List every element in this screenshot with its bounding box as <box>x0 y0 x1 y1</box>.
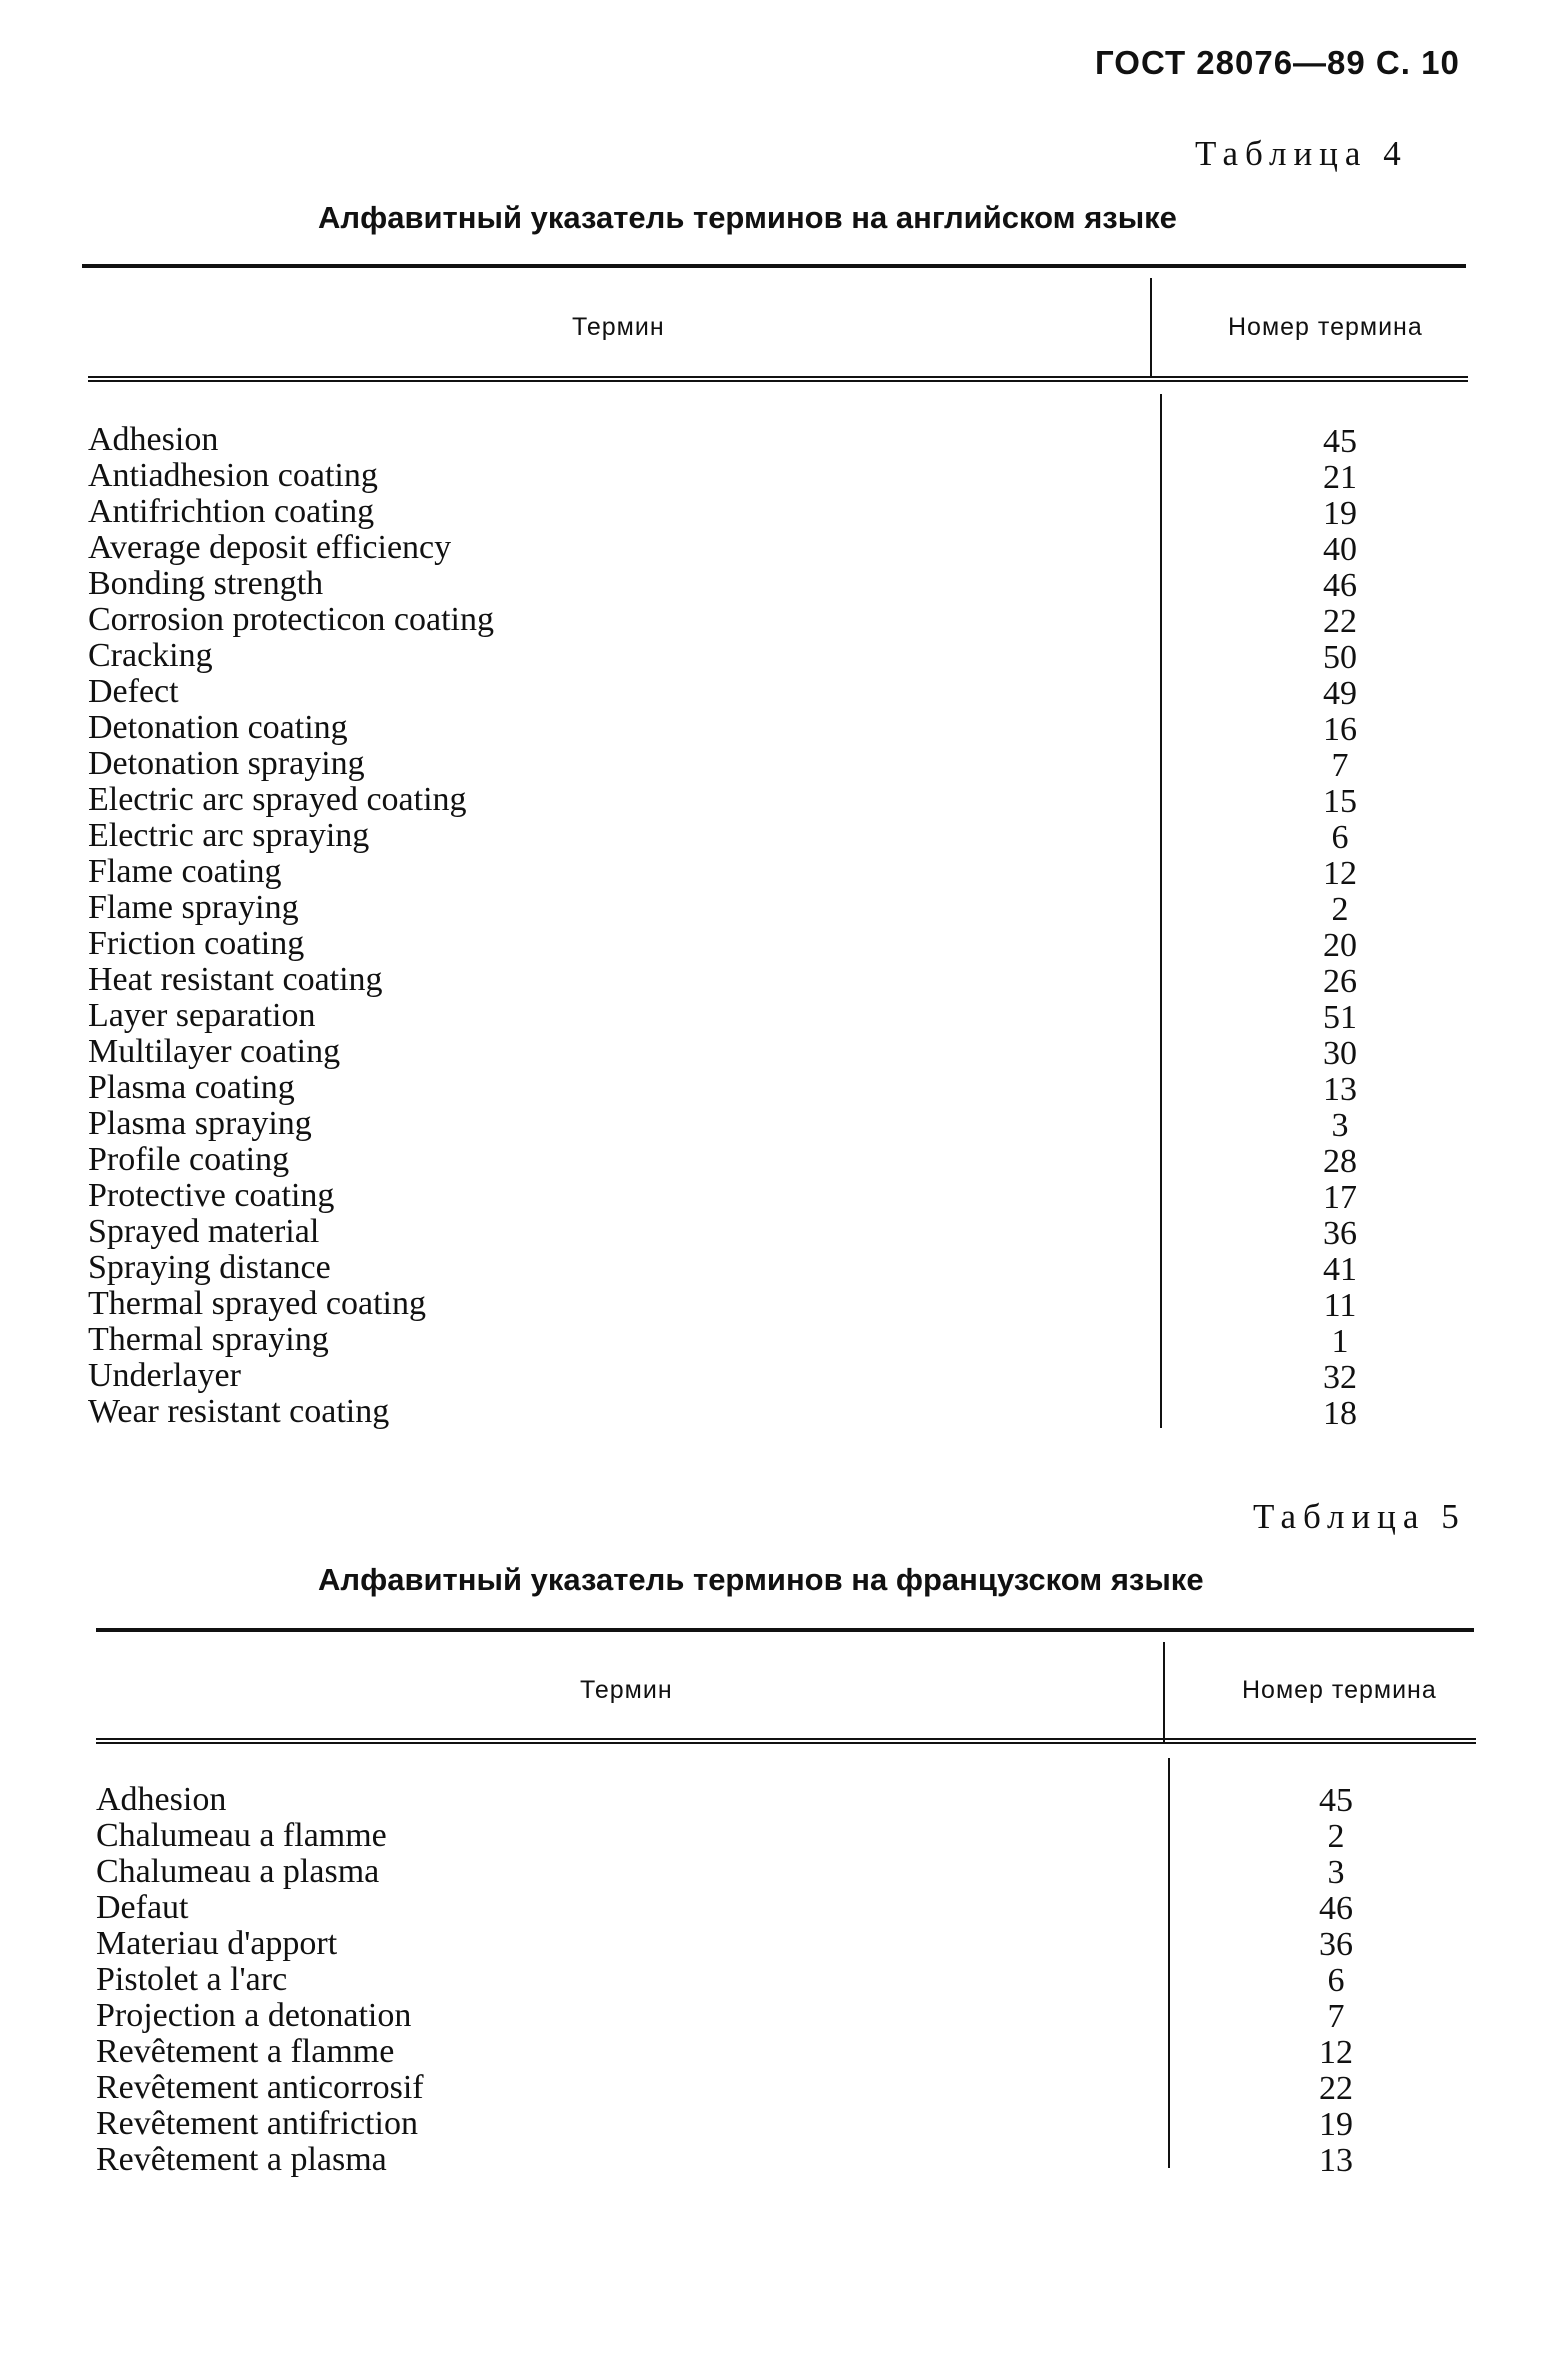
table-4-col-term: Термин <box>572 313 665 341</box>
term-number-cell: 1 <box>1331 1323 1349 1360</box>
term-number-cell: 41 <box>1323 1251 1357 1288</box>
table-5-title: Алфавитный указатель терминов на французском языке <box>318 1562 1204 1597</box>
term-number-cell: 49 <box>1323 675 1357 712</box>
term-number-cell: 45 <box>1323 423 1357 460</box>
table-5-terms <box>96 1782 424 2178</box>
term-cell: Revêtement a plasma <box>96 2141 387 2178</box>
term-cell: Materiau d'apport <box>96 1925 338 1962</box>
term-number-cell: 28 <box>1323 1143 1357 1180</box>
term-number-cell: 36 <box>1323 1215 1357 1252</box>
term-cell: Adhesion <box>96 1781 227 1818</box>
table-5-label: Таблица 5 <box>1253 1497 1466 1536</box>
term-number-cell: 6 <box>1331 819 1349 856</box>
table-5-col-number: Номер термина <box>1242 1676 1437 1704</box>
term-cell: Thermal spraying <box>88 1321 329 1358</box>
term-cell: Chalumeau a flamme <box>96 1817 387 1854</box>
term-cell: Pistolet a l'arc <box>96 1961 288 1998</box>
term-number-cell: 19 <box>1319 2106 1353 2143</box>
term-number-cell: 46 <box>1323 567 1357 604</box>
table-4-header-rule <box>88 376 1468 382</box>
term-number-cell: 30 <box>1323 1035 1357 1072</box>
table-4-label: Таблица 4 <box>1195 134 1408 173</box>
term-cell: Electric arc sprayed coating <box>88 781 467 818</box>
term-cell: Multilayer coating <box>88 1033 341 1070</box>
term-number-cell: 46 <box>1319 1890 1353 1927</box>
term-number-cell: 15 <box>1323 783 1357 820</box>
term-cell: Revêtement a flamme <box>96 2033 395 2070</box>
term-number-cell: 32 <box>1323 1359 1357 1396</box>
table-4-top-rule <box>82 264 1466 268</box>
term-number-cell: 3 <box>1331 1107 1349 1144</box>
term-cell: Bonding strength <box>88 565 324 602</box>
term-cell: Detonation spraying <box>88 745 365 782</box>
term-number-cell: 36 <box>1319 1926 1353 1963</box>
term-cell: Thermal sprayed coating <box>88 1285 426 1322</box>
term-cell: Friction coating <box>88 925 305 962</box>
term-number-cell: 18 <box>1323 1395 1357 1432</box>
table-5-numbers <box>1286 1783 1386 2179</box>
table-5-top-rule <box>96 1628 1474 1632</box>
term-number-cell: 26 <box>1323 963 1357 1000</box>
term-cell: Flame coating <box>88 853 282 890</box>
table-5-header-divider <box>1163 1642 1165 1742</box>
term-number-cell: 7 <box>1331 747 1349 784</box>
term-cell: Chalumeau a plasma <box>96 1853 380 1890</box>
term-number-cell: 12 <box>1323 855 1357 892</box>
term-number-cell: 22 <box>1323 603 1357 640</box>
term-cell: Plasma coating <box>88 1069 295 1106</box>
term-number-cell: 21 <box>1323 459 1357 496</box>
term-number-cell: 22 <box>1319 2070 1353 2107</box>
term-cell: Plasma spraying <box>88 1105 312 1142</box>
term-cell: Profile coating <box>88 1141 290 1178</box>
term-cell: Revêtement antifriction <box>96 2105 418 2142</box>
table-5-col-term: Термин <box>580 1676 673 1704</box>
term-cell: Wear resistant coating <box>88 1393 390 1430</box>
term-number-cell: 2 <box>1331 891 1349 928</box>
term-cell: Detonation coating <box>88 709 348 746</box>
term-number-cell: 50 <box>1323 639 1357 676</box>
term-cell: Antifrichtion coating <box>88 493 375 530</box>
term-cell: Protective coating <box>88 1177 335 1214</box>
term-number-cell: 11 <box>1323 1287 1357 1324</box>
term-number-cell: 16 <box>1323 711 1357 748</box>
page-header: ГОСТ 28076—89 С. 10 <box>1095 44 1460 81</box>
table-4-body-divider <box>1160 394 1162 1428</box>
term-cell: Defaut <box>96 1889 189 1926</box>
term-cell: Adhesion <box>88 421 219 458</box>
table-4-col-number: Номер термина <box>1228 313 1423 341</box>
term-cell: Defect <box>88 673 179 710</box>
term-cell: Average deposit efficiency <box>88 529 452 566</box>
term-number-cell: 12 <box>1319 2034 1353 2071</box>
table-4-terms <box>88 422 494 1430</box>
term-cell: Corrosion protecticon coating <box>88 601 495 638</box>
term-number-cell: 17 <box>1323 1179 1357 1216</box>
term-cell: Layer separation <box>88 997 316 1034</box>
term-number-cell: 19 <box>1323 495 1357 532</box>
term-number-cell: 7 <box>1327 1998 1345 2035</box>
term-cell: Projection a detonation <box>96 1997 412 2034</box>
table-4-header-divider <box>1150 278 1152 378</box>
table-5-body-divider <box>1168 1758 1170 2168</box>
term-number-cell: 45 <box>1319 1782 1353 1819</box>
term-cell: Underlayer <box>88 1357 241 1394</box>
term-cell: Cracking <box>88 637 213 674</box>
term-cell: Antiadhesion coating <box>88 457 378 494</box>
term-cell: Spraying distance <box>88 1249 331 1286</box>
term-number-cell: 6 <box>1327 1962 1345 1999</box>
term-number-cell: 51 <box>1323 999 1357 1036</box>
term-cell: Sprayed material <box>88 1213 320 1250</box>
term-number-cell: 2 <box>1327 1818 1345 1855</box>
term-number-cell: 40 <box>1323 531 1357 568</box>
table-5-header-rule <box>96 1738 1476 1744</box>
term-cell: Revêtement anticorrosif <box>96 2069 424 2106</box>
table-4-title: Алфавитный указатель терминов на английском языке <box>318 200 1177 235</box>
table-4-numbers <box>1290 424 1390 1432</box>
term-cell: Flame spraying <box>88 889 299 926</box>
term-cell: Heat resistant coating <box>88 961 383 998</box>
term-number-cell: 13 <box>1323 1071 1357 1108</box>
term-number-cell: 3 <box>1327 1854 1345 1891</box>
term-cell: Electric arc spraying <box>88 817 370 854</box>
term-number-cell: 13 <box>1319 2142 1353 2179</box>
term-number-cell: 20 <box>1323 927 1357 964</box>
